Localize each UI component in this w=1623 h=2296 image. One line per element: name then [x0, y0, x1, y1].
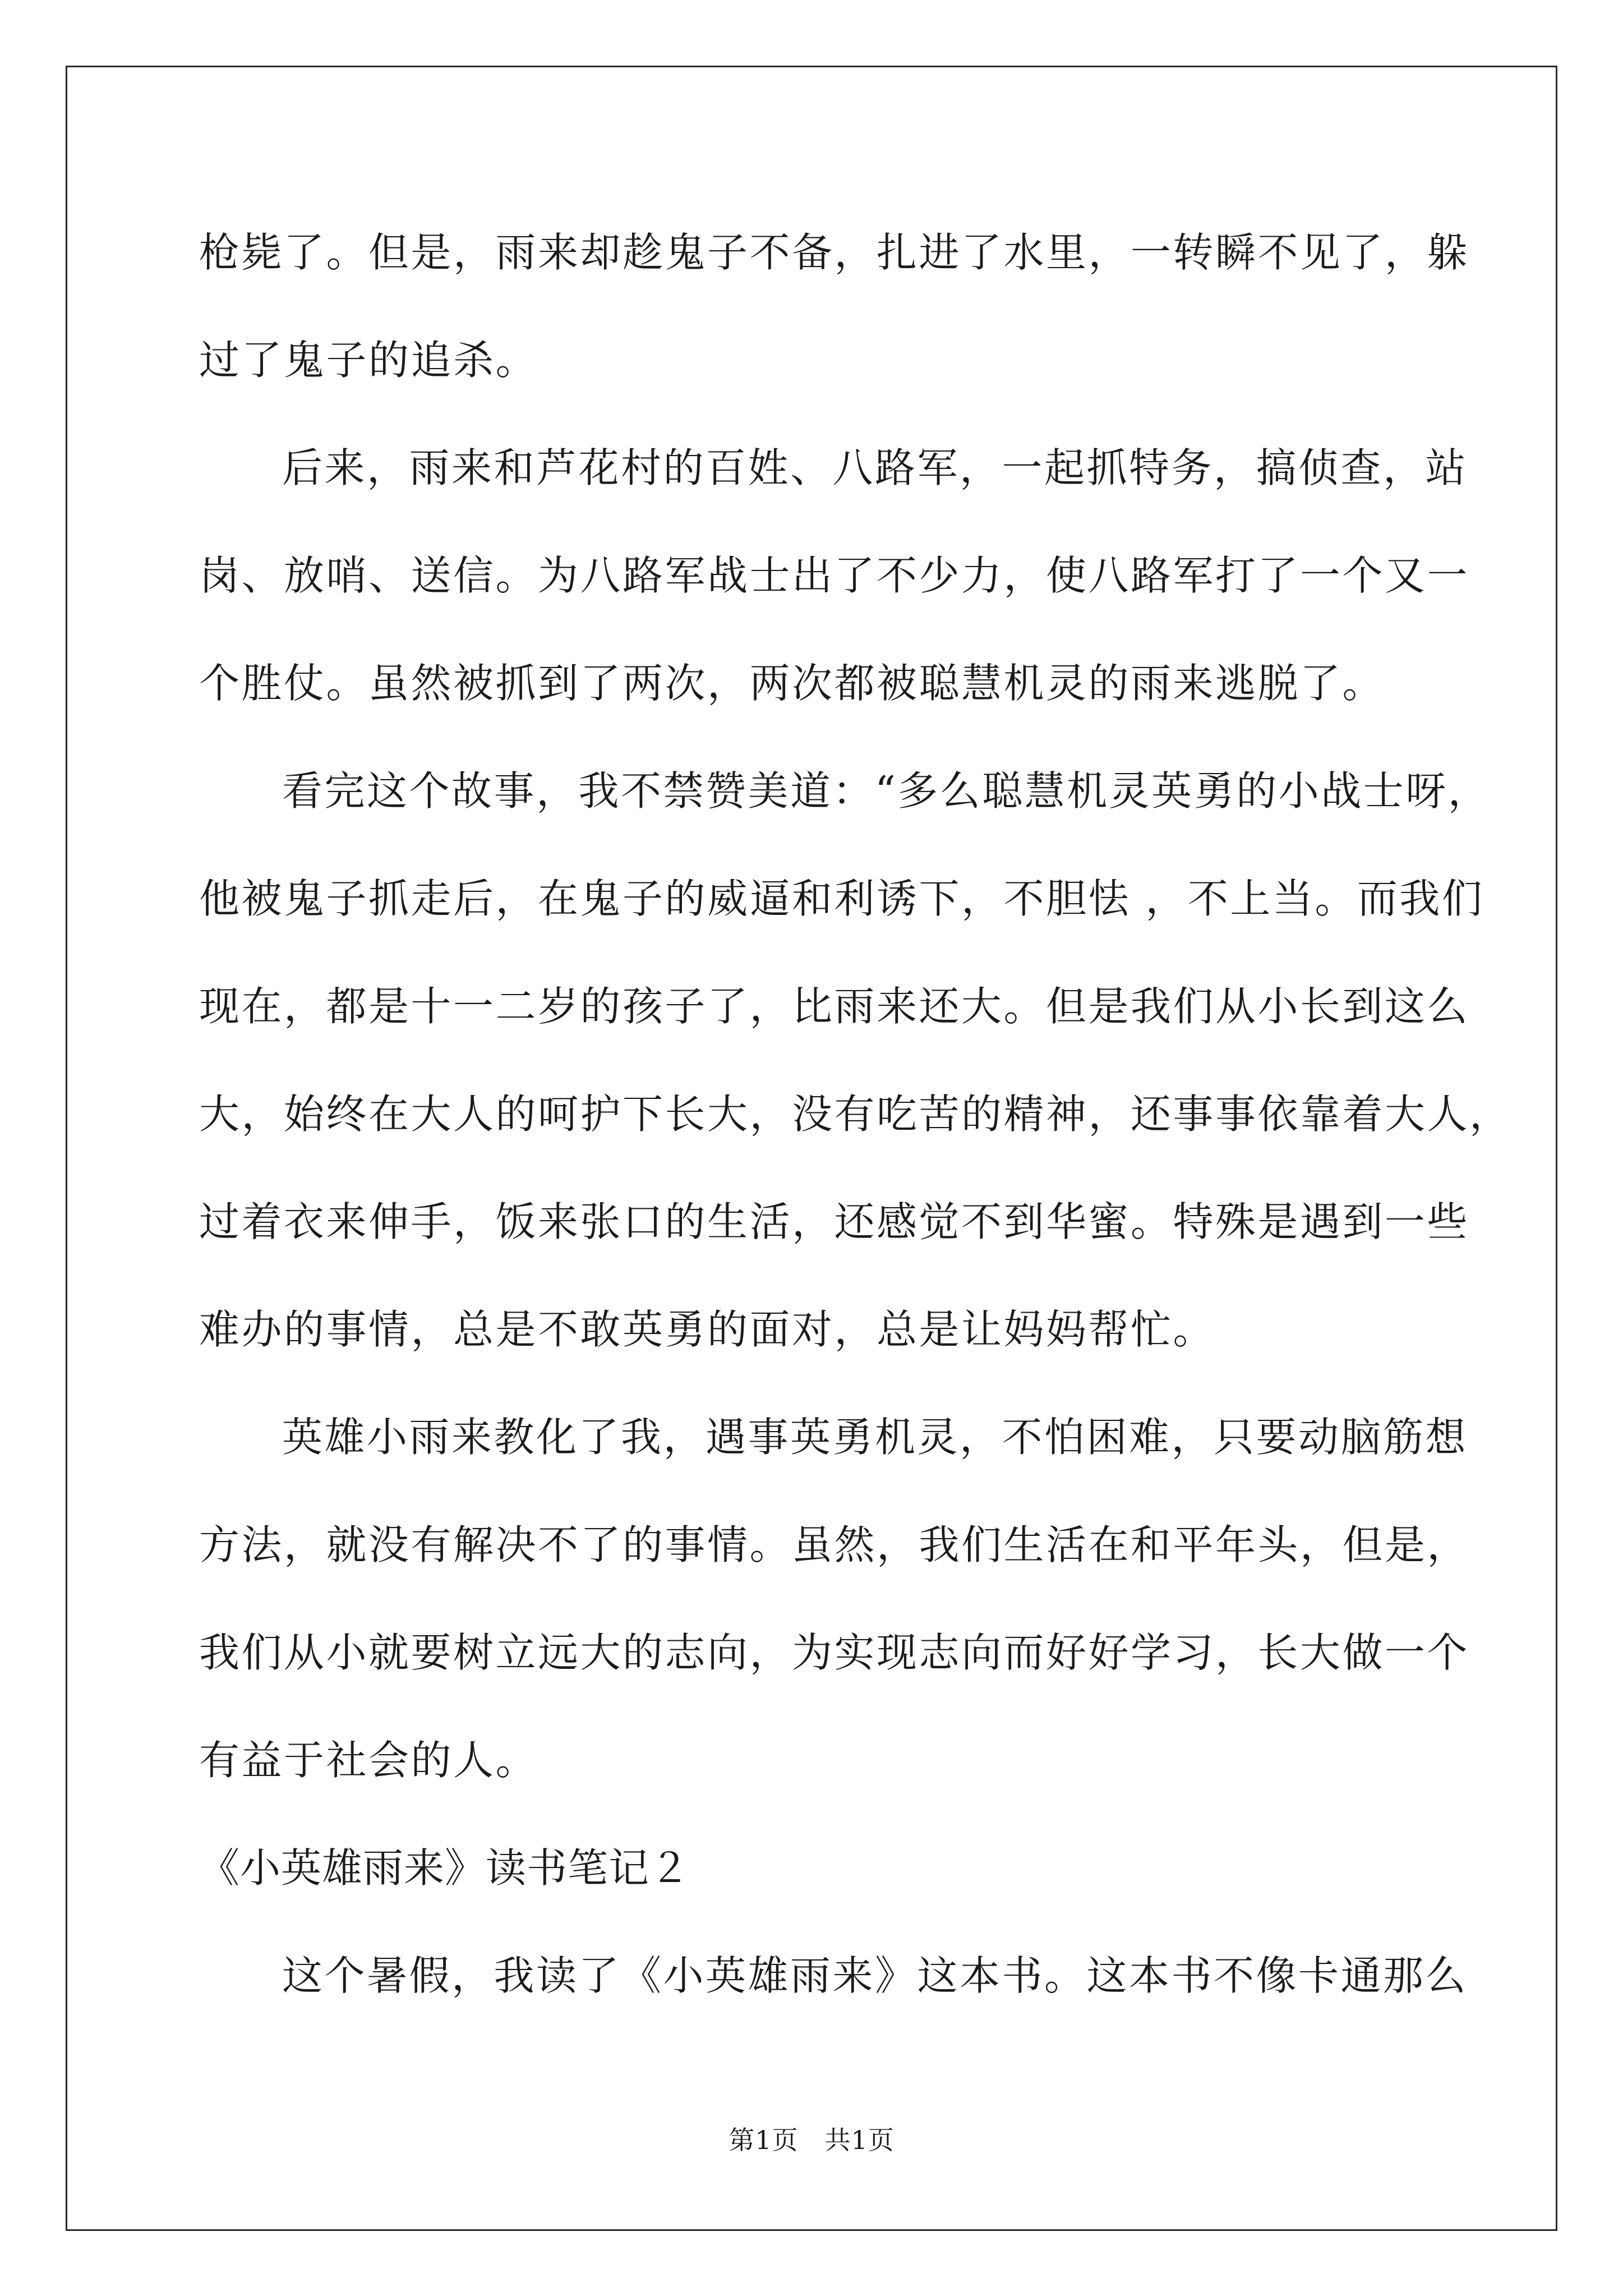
text-line-1: 枪毙了。但是，雨来却趁鬼子不备，扎进了水里，一转瞬不见了，躲: [199, 229, 1470, 276]
page-number-footer: 第1页 共1页: [728, 2125, 895, 2155]
text-line-8: 现在，都是十一二岁的孩子了，比雨来还大。但是我们从小长到这么: [199, 983, 1470, 1030]
text-line-11: 难办的事情，总是不敢英勇的面对，总是让妈妈帮忙。: [199, 1306, 1216, 1353]
text-line-4: 岗、放哨、送信。为八路军战士出了不少力，使八路军打了一个又一: [199, 552, 1470, 599]
text-line-13: 方法，就没有解决不了的事情。虽然，我们生活在和平年头，但是，: [199, 1521, 1470, 1568]
text-line-5: 个胜仗。虽然被抓到了两次，两次都被聪慧机灵的雨来逃脱了。: [199, 660, 1385, 707]
text-line-9: 大，始终在大人的呵护下长大，没有吃苦的精神，还事事依靠着大人，: [199, 1091, 1512, 1138]
text-line-2: 过了鬼子的追杀。: [199, 337, 538, 384]
text-line-15: 有益于社会的人。: [199, 1737, 538, 1784]
text-line-3: 后来，雨来和芦花村的百姓、八路军，一起抓特务，搞侦查，站: [282, 444, 1468, 491]
text-line-10: 过着衣来伸手，饭来张口的生活，还感觉不到华蜜。特殊是遇到一些: [199, 1198, 1470, 1245]
text-line-6: 看完这个故事，我不禁赞美道：“多么聪慧机灵英勇的小战士呀，: [282, 767, 1491, 815]
text-line-17: 这个暑假，我读了《小英雄雨来》这本书。这本书不像卡通那么: [282, 1952, 1468, 1999]
document-body: [199, 213, 1512, 2044]
text-line-14: 我们从小就要树立远大的志向，为实现志向而好好学习，长大做一个: [199, 1629, 1470, 1676]
text-line-12: 英雄小雨来教化了我，遇事英勇机灵，不怕困难，只要动脑筋想: [282, 1414, 1468, 1461]
section-heading: 《小英雄雨来》读书笔记２: [199, 1844, 691, 1892]
text-line-7: 他被鬼子抓走后，在鬼子的威逼和利诱下，不胆怯 ，不上当。而我们: [199, 875, 1484, 922]
